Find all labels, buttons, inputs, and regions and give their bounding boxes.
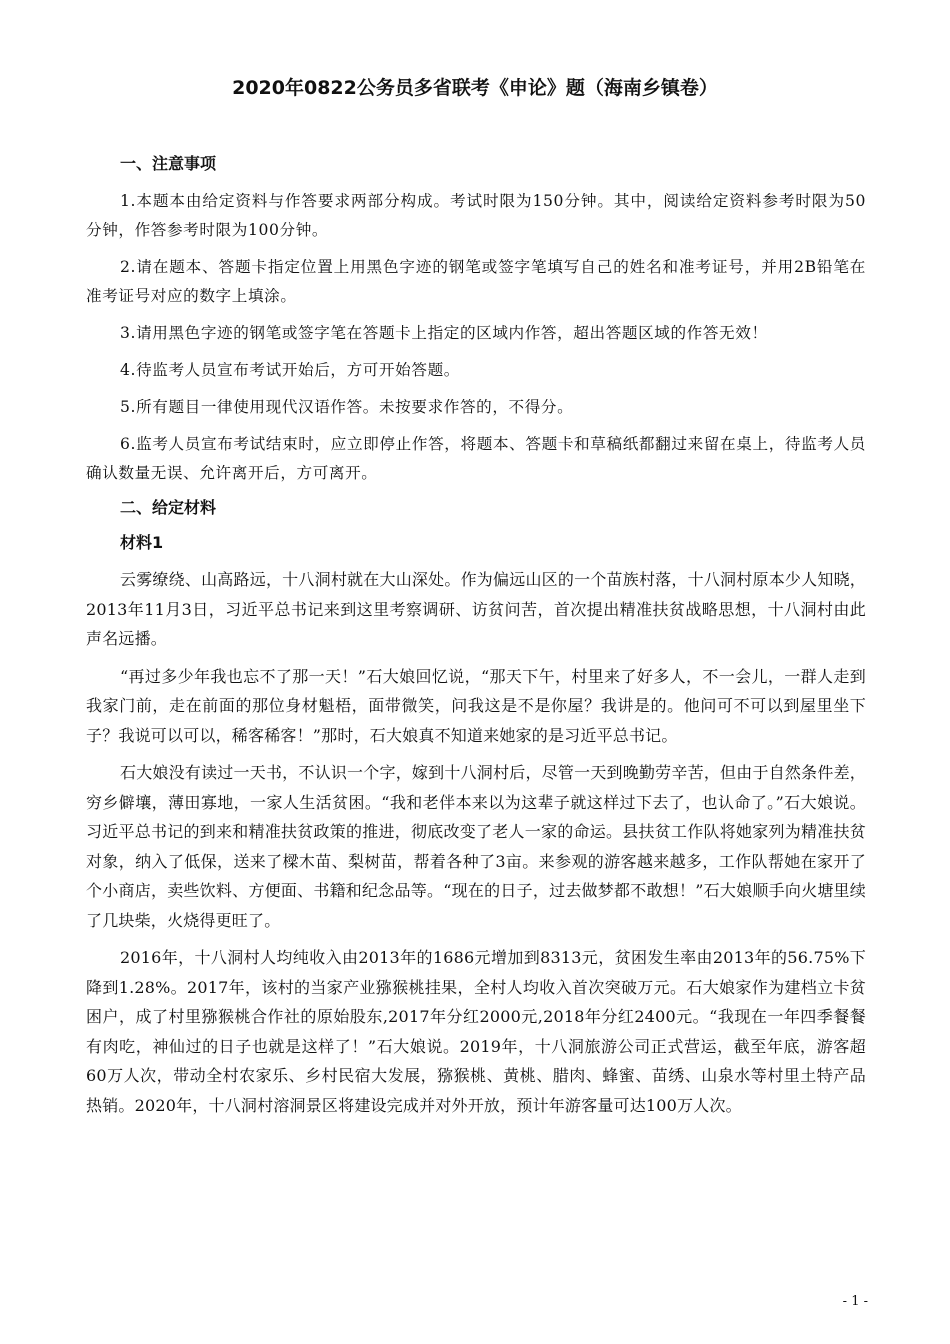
notice-item: 1.本题本由给定资料与作答要求两部分构成。考试时限为150分钟。其中，阅读给定资料参考时限为50分钟，作答参考时限为100分钟。 bbox=[86, 192, 866, 239]
material-paragraph: 云雾缭绕、山高路远，十八洞村就在大山深处。作为偏远山区的一个苗族村落，十八洞村原本少人知晓，2013年11月3日，习近平总书记来到这里考察调研、访贫问苦，首次提出精准扶贫战略思想，十八洞村由此声名远播。 bbox=[86, 570, 866, 648]
document-title: 2020年0822公务员多省联考《申论》题（海南乡镇卷） bbox=[232, 77, 718, 99]
material-paragraph: 石大娘没有读过一天书，不认识一个字，嫁到十八洞村后，尽管一天到晚勤劳辛苦，但由于自然条件差，穷乡僻壤，薄田寡地，一家人生活贫困。“我和老伴本来以为这辈子就这样过下去了，也认命了。”石大娘说。习近平总书记的到来和精准扶贫政策的推进，彻底改变了老人一家的命运。县扶贫工作队将她家列为精准扶贫对象，纳入了低保，送来了樑木苗、梨树苗，帮着各种了3亩。来参观的游客越来越多，工作队帮她在家开了个小商店，卖些饮料、方便面、书籍和纪念品等。“现在的日子，过去做梦都不敢想！”石大娘顺手向火塘里续了几块柴，火烧得更旺了。 bbox=[86, 763, 866, 930]
material-paragraph: “再过多少年我也忘不了那一天！”石大娘回忆说，“那天下午，村里来了好多人，不一会儿，一群人走到我家门前，走在前面的那位身材魁梧，面带微笑，问我这是不是你屋？我讲是的。他问可不可以到屋里坐下子？我说可以可以，稀客稀客！”那时，石大娘真不知道来她家的是习近平总书记。 bbox=[86, 666, 866, 745]
material-paragraph: 2016年，十八洞村人均纯收入由2013年的1686元增加到8313元，贫困发生率由2013年的56.75%下降到1.28%。2017年，该村的当家产业猕猴桃挂果，全村人均收入首次突破万元。石大娘家作为建档立卡贫困户，成了村里猕猴桃合作社的原始股东,2017年分红2000元,2018年分红2400元。“我现在一年四季餐餐有肉吃，神仙过的日子也就是这样了！”石大娘说。2019年，十八洞旅游公司正式营运，截至年底，游客超60万人次，带动全村农家乐、乡村民宿大发展，猕猴桃、黄桃、腊肉、蜂蜜、苗绣、山泉水等村里土特产品热销。2020年，十八洞村溶洞景区将建设完成并对外开放，预计年游客量可达100万人次。 bbox=[86, 948, 866, 1115]
notice-item: 6.监考人员宣布考试结束时，应立即停止作答，将题本、答题卡和草稿纸都翻过来留在桌上，待监考人员确认数量无误、允许离开后，方可离开。 bbox=[86, 435, 866, 482]
notice-item: 4.待监考人员宣布考试开始后，方可开始答题。 bbox=[120, 361, 460, 379]
page-number: - 1 - bbox=[842, 1294, 868, 1309]
notice-item: 5.所有题目一律使用现代汉语作答。未按要求作答的，不得分。 bbox=[120, 398, 574, 416]
notice-item: 2.请在题本、答题卡指定位置上用黑色字迹的钢笔或签字笔填写自己的姓名和准考证号，并用2B铅笔在准考证号对应的数字上填涂。 bbox=[86, 258, 866, 305]
document-body bbox=[86, 152, 866, 1128]
section-heading-notices: 一、注意事项 bbox=[120, 154, 217, 173]
notice-item: 3.请用黑色字迹的钢笔或签字笔在答题卡上指定的区域内作答，超出答题区域的作答无效！ bbox=[120, 324, 768, 342]
material-heading: 材料1 bbox=[120, 533, 164, 552]
section-heading-materials: 二、给定材料 bbox=[120, 498, 217, 517]
